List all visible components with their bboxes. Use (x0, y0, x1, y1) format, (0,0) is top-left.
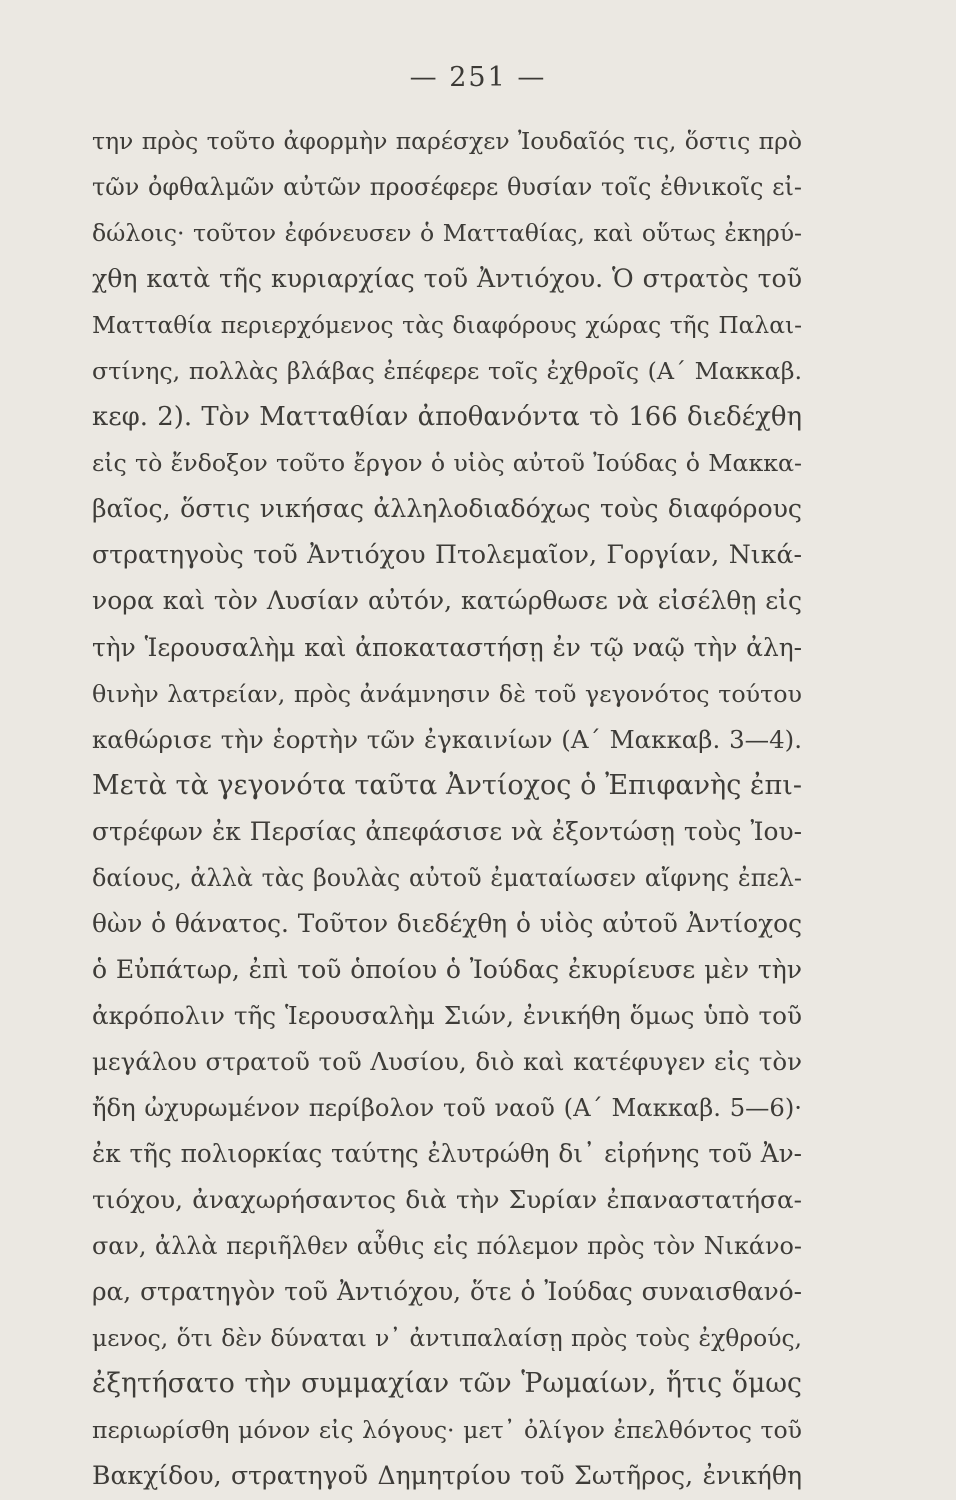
text-line: θινὴν λατρείαν, πρὸς ἀνάμνησιν δὲ τοῦ γεγονότος τούτου (92, 679, 802, 708)
text-line: μενος, ὅτι δὲν δύναται ν᾽ ἀντιπαλαίσῃ πρὸς τοὺς ἐχθρούς, (92, 1324, 802, 1353)
text-line: στίνης, πολλὰς βλάβας ἐπέφερε τοῖς ἐχθροῖς (Α΄ Μακκαβ. (92, 357, 802, 386)
text-line: ἤδη ὠχυρωμένον περίβολον τοῦ ναοῦ (Α΄ Μακκαβ. 5—6)· (92, 1092, 802, 1122)
text-line: τιόχου, ἀναχωρήσαντος διὰ τὴν Συρίαν ἐπαναστατήσα- (92, 1185, 802, 1215)
text-line: στρατηγοὺς τοῦ Ἀντιόχου Πτολεμαῖον, Γοργίαν, Νικά- (92, 540, 802, 570)
text-line: μεγάλου στρατοῦ τοῦ Λυσίου, διὸ καὶ κατέφυγεν εἰς τὸν (92, 1046, 802, 1076)
text-line: ρα, στρατηγὸν τοῦ Ἀντιόχου, ὅτε ὁ Ἰούδας συναισθανό- (92, 1277, 802, 1307)
text-line: κεφ. 2). Τὸν Ματταθίαν ἀποθανόντα τὸ 166 διεδέχθη (92, 402, 802, 433)
text-line: δώλοις· τοῦτον ἐφόνευσεν ὁ Ματταθίας, καὶ οὕτως ἐκηρύ- (92, 219, 802, 248)
text-line: σαν, ἀλλὰ περιῆλθεν αὖθις εἰς πόλεμον πρὸς τὸν Νικάνο- (92, 1232, 802, 1261)
text-line: χθη κατὰ τῆς κυριαρχίας τοῦ Ἀντιόχου. Ὁ στρατὸς τοῦ (92, 264, 802, 294)
text-line: εἰς τὸ ἔνδοξον τοῦτο ἔργον ὁ υἱὸς αὐτοῦ Ἰούδας ὁ Μακκα- (92, 449, 802, 478)
text-line: καθώρισε τὴν ἑορτὴν τῶν ἐγκαινίων (Α΄ Μακκαβ. 3—4). (92, 724, 802, 754)
text-line: νορα καὶ τὸν Λυσίαν αὐτόν, κατώρθωσε νὰ εἰσέλθῃ εἰς (92, 586, 802, 616)
text-line: ἐκ τῆς πολιορκίας ταύτης ἐλυτρώθη δι᾽ εἰρήνης τοῦ Ἀν- (92, 1139, 802, 1169)
text-line: ἐξητήσατο τὴν συμμαχίαν τῶν Ῥωμαίων, ἥτις ὅμως (92, 1368, 802, 1400)
page-number: — 251 — (409, 62, 547, 93)
text-line: Βακχίδου, στρατηγοῦ Δημητρίου τοῦ Σωτῆρος, ἐνικήθη (92, 1461, 802, 1491)
text-line: θὼν ὁ θάνατος. Τοῦτον διεδέχθη ὁ υἱὸς αὐτοῦ Ἀντίοχος (92, 908, 802, 938)
text-line: ὁ Εὐπάτωρ, ἐπὶ τοῦ ὁποίου ὁ Ἰούδας ἐκυρίευσε μὲν τὴν (92, 954, 802, 984)
text-line: περιωρίσθη μόνον εἰς λόγους· μετ᾽ ὀλίγον ἐπελθόντος τοῦ (92, 1416, 802, 1445)
body-text (92, 118, 802, 1499)
text-line: ἀκρόπολιν τῆς Ἱερουσαλὴμ Σιών, ἐνικήθη ὅμως ὑπὸ τοῦ (92, 1000, 802, 1030)
text-line: τὴν Ἱερουσαλὴμ καὶ ἀποκαταστήσῃ ἐν τῷ ναῷ τὴν ἀλη- (92, 632, 802, 662)
text-line: στρέφων ἐκ Περσίας ἀπεφάσισε νὰ ἐξοντώσῃ τοὺς Ἰου- (92, 816, 802, 846)
text-line: την πρὸς τοῦτο ἀφορμὴν παρέσχεν Ἰουδαῖός τις, ὅστις πρὸ (92, 127, 802, 155)
text-line: Μετὰ τὰ γεγονότα ταῦτα Ἀντίοχος ὁ Ἐπιφανὴς ἐπι- (92, 769, 802, 801)
text-line: τῶν ὀφθαλμῶν αὐτῶν προσέφερε θυσίαν τοῖς ἐθνικοῖς εἰ- (92, 173, 802, 202)
text-line: Ματταθία περιερχόμενος τὰς διαφόρους χώρας τῆς Παλαι- (92, 311, 802, 340)
text-line: δαίους, ἀλλὰ τὰς βουλὰς αὐτοῦ ἐματαίωσεν αἴφνης ἐπελ- (92, 863, 802, 892)
text-line: βαῖος, ὅστις νικήσας ἀλληλοδιαδόχως τοὺς διαφόρους (92, 494, 802, 524)
